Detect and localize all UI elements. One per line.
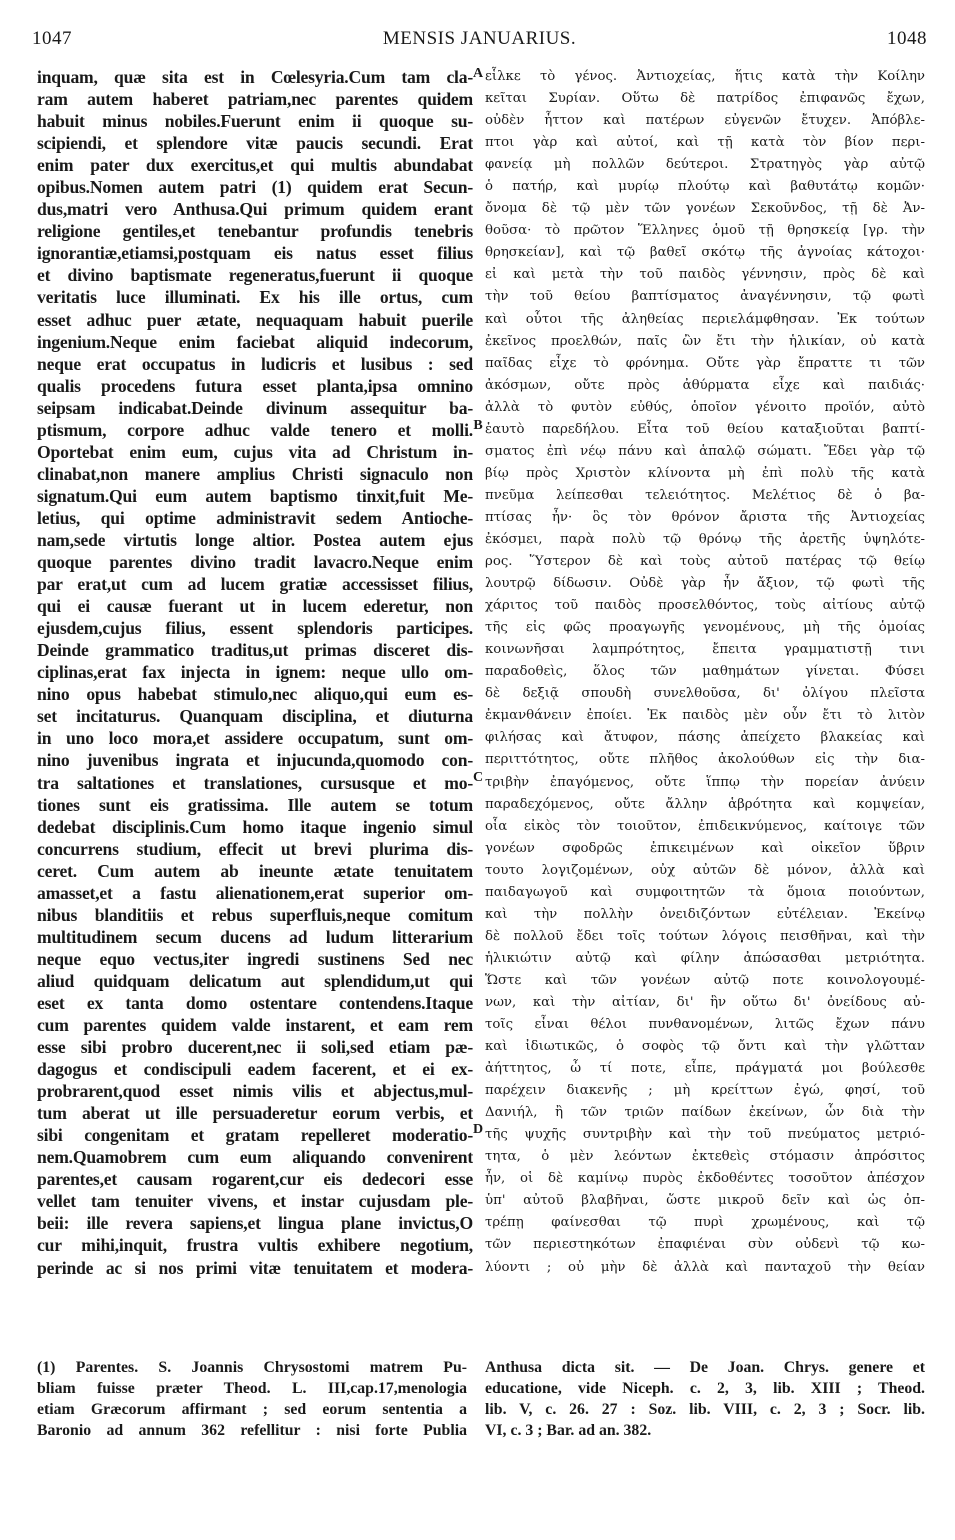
latin-text-line: nino juvenibus ingrata et injucunda,quomodo con-	[37, 750, 473, 771]
latin-text-line: qui ei causæ fuerant ut in lucem ederetur, non	[37, 596, 473, 617]
greek-text-line: κοινωνῆσαι λαμπρότητος, ἔπειτα γραμματιστῇ τινι	[485, 642, 925, 658]
greek-text-line: παῖδας εἶχε τὸ φρόνημα. Οὔτε γὰρ ἔπραττε τι τῶν	[485, 355, 925, 371]
page-number-right: 1048	[887, 28, 927, 49]
greek-text-line: σματος ἐπὶ νέῳ πάνυ καὶ ἁπαλῷ σώματι. Ἔδει γὰρ τῷ	[485, 443, 925, 459]
greek-text-line: δὲ δεξιᾷ σπουδὴ συνελθοῦσα, δι' ὀλίγου πλεῖστα	[485, 686, 925, 702]
latin-text-line: veritatis luce illuminati. Ex his ille ortus, cum	[37, 287, 473, 308]
greek-text-line: γονέων σφοδρῶς ἐπικειμένων καὶ οἰκεῖον ὕβριν	[485, 840, 925, 856]
latin-text-line: enim pater dux exercitus,et qui multis abundabat	[37, 155, 473, 176]
footnote-line: Anthusa dicta sit. — De Joan. Chrys. genere et	[485, 1359, 925, 1376]
greek-text-line: λύοντι ; οὐ μὴν δὲ ἀλλὰ καὶ πανταχοῦ τὴν θείαν	[485, 1259, 925, 1275]
greek-text-line: ἦν, οἱ δὲ καμίνῳ πυρὸς ἐκδοθέντες τοσοῦτον ἀπέσχον	[485, 1171, 925, 1187]
latin-text-line: ejusdem,cujus filius, essent splendoris participes.	[37, 618, 473, 639]
greek-text-line: τρέπῃ φαίνεσθαι τῷ πυρὶ χρωμένους, καὶ τῷ	[485, 1215, 925, 1231]
greek-text-line: εἰ καὶ μετὰ τὴν τοῦ παιδὸς γέννησιν, πρὸς δὲ καὶ	[485, 267, 925, 283]
latin-text-line: letius, qui optime administravit sedem Antioche-	[37, 507, 473, 528]
greek-text-line: τριβὴν ἐπαγόμενος, οὔτε ἵππῳ τὴν πορείαν ἀνύειν	[485, 774, 925, 790]
latin-text-line: tiones sunt eis gratissima. Ille autem se totum	[37, 794, 473, 815]
latin-text-line: nibus blanditiis et rebus superfluis,neque comitum	[37, 904, 473, 925]
greek-text-line: Δανιήλ, ἢ τῶν τριῶν παίδων ἐκείνων, ὧν διὰ τὴν	[485, 1105, 925, 1121]
greek-text-line: ὑπ' αὐτοῦ βλαβῆναι, ὥστε μικροῦ δεῖν καὶ ὡς ὀπ-	[485, 1193, 925, 1209]
footnote-line: VI, c. 3 ; Bar. ad an. 382.	[485, 1422, 652, 1439]
greek-text-line: τῆς ψυχῆς συντριβὴν καὶ τὴν τοῦ πνεύματος μετριό-	[485, 1127, 925, 1143]
greek-text-line: περιττότητος, οὔτε πλῆθος ἀκολούθων εἰς τὴν δια-	[485, 752, 925, 768]
footnote-line: lib. V, c. 26. 27 : Soz. lib. VIII, c. 2, 3 ; Socr. lib.	[485, 1401, 925, 1418]
latin-text-line: ceret. Cum autem ab ineunte ætate tenuitatem	[37, 860, 473, 881]
latin-text-line: dedebat disciplinis.Cum homo itaque ingenio simul	[37, 816, 473, 837]
greek-text-line: φανείᾳ μὴ πολλῶν δεύτεροι. Στρατηγὸς γὰρ αὐτῷ	[485, 157, 925, 173]
latin-text-line: ingenium.Neque enim faciebat aliquid indecorum,	[37, 331, 473, 352]
footnote-left	[37, 1357, 467, 1441]
greek-text-line: παρέχειν διακενῆς ; μὴ κρείττων ἐγώ, φησί, τοῦ	[485, 1083, 925, 1099]
latin-text-line: nino opus habebat stimulo,nec aliquo,qui eum es-	[37, 684, 473, 705]
margin-marker-d: D	[472, 1122, 484, 1137]
latin-text-line: Deinde grammatico traditus,ut primas disceret dis-	[37, 640, 473, 661]
greek-text-line: θοῦσα· τὸ πρῶτον Ἕλληνες ὁμοῦ τῇ θρησκείᾳ [γρ. τὴν	[485, 223, 925, 239]
latin-text-line: nam,sede virtutis longe altior. Postea autem ejus	[37, 529, 473, 550]
greek-text-line: παιδαγωγοῦ καὶ συμφοιτητῶν τὰ ὅμοια ποιούντων,	[485, 884, 925, 900]
footnote-line: educatione, vide Niceph. c. 2, 3, lib. XIII ; Theod.	[485, 1380, 925, 1397]
greek-text-line: ἡλικιώτιν αὐτῷ καὶ φίλην ἀπώσασθαι μετριότητα.	[485, 950, 925, 966]
margin-marker-b: B	[473, 418, 483, 433]
greek-text-line: ὄνομα δὲ τῷ μὲν τῶν γονέων Σεκοῦνδος, τῇ δὲ Ἀν-	[485, 201, 925, 217]
latin-text-line: tra saltationes et translationes, cursusque et mo-	[37, 772, 473, 793]
page-number-left: 1047	[32, 28, 72, 49]
greek-text-line: τοῖς εἶναι θέλοι πυνθανομένων, λιτῶς ἔχων πάνυ	[485, 1017, 925, 1033]
greek-text-line: βίῳ πρὸς Χριστὸν κλίνοντα μὴ ἐπὶ πολὺ τῆς κατὰ	[485, 465, 925, 481]
greek-text-line: ἑαυτὸ παρεδήλου. Εἶτα τοῦ θείου καταξιοῦται βαπτί-	[485, 421, 925, 437]
greek-column	[485, 66, 925, 1279]
greek-text-line: παραδοθεὶς, ὅλος τῶν μαθημάτων γίνεται. Φύσει	[485, 664, 925, 680]
footnote-line: Baronio ad annum 362 refellitur : nisi forte Publia	[37, 1422, 467, 1439]
latin-text-line: opibus.Nomen autem patri (1) quidem erat Secun-	[37, 177, 473, 198]
latin-column	[37, 66, 473, 1279]
greek-text-line: ἀκόσμων, οὔτε πρὸς ἀθύρματα εἶχε καὶ παιδιάς·	[485, 377, 925, 393]
greek-text-line: καὶ ἰδιωτικῶς, ὁ σοφὸς τῷ ὄντι καὶ τὴν γλῶτταν	[485, 1039, 925, 1055]
greek-text-line: πτίσας ἦν· ὃς τὸν θρόνον ἄριστα τῆς Ἀντιοχείας	[485, 509, 925, 525]
latin-text-line: religione gentiles,et tenebantur profundis tenebris	[37, 221, 473, 242]
greek-text-line: τουτο λογιζομένων, οὐχ αὐτῶν δὲ μόνον, ἀλλὰ καὶ	[485, 862, 925, 878]
greek-text-line: πνεῦμα λείπεσθαι τελειότητος. Μελέτιος δὲ ὁ βα-	[485, 487, 925, 503]
greek-text-line: ρος. Ὕστερον δὲ καὶ τοὺς αὐτοῦ πατέρας τῷ θείῳ	[485, 554, 925, 570]
latin-text-line: in uno loco mora,et assidere occupatum, sunt om-	[37, 728, 473, 749]
greek-text-line: τητα, ὁ μὲν λεόντων ἐκτεθεὶς στόμασιν ἀπρόσιτος	[485, 1149, 925, 1165]
latin-text-line: dus,matri vero Anthusa.Qui primum quidem erant	[37, 199, 473, 220]
greek-text-line: ἐκεῖνος προελθών, παῖς ὢν ἔτι τὴν ἡλικίαν, οὐ κατὰ	[485, 333, 925, 349]
latin-text-line: clinabat,non manere amplius Christi signaculo non	[37, 463, 473, 484]
greek-text-line: ἀήττητος, ὦ τί ποτε, εἶπε, πράγματά μοι βούλεσθε	[485, 1061, 925, 1077]
latin-text-line: ignorantiæ,etiamsi,postquam eis natus esset filius	[37, 243, 473, 264]
greek-text-line: λουτρῷ δίδωσιν. Οὐδὲ γὰρ ἦν ἄξιον, τῷ φωτὶ τῆς	[485, 576, 925, 592]
latin-text-line: neque erat occupatus in ludicris et lusibus : sed	[37, 353, 473, 374]
greek-text-line: ἀλλὰ τὸ φυτὸν εὐθύς, ὁποῖον γένοιτο προϊόν, αὐτὸ	[485, 399, 925, 415]
greek-text-line: πτοι γὰρ καὶ αὐτοί, καὶ τῇ κατὰ τὸν βίον περι-	[485, 135, 925, 151]
greek-text-line: νων, καὶ τὴν αἰτίαν, δι' ἣν οὕτω δι' ὀνείδους αὐ-	[485, 994, 925, 1010]
latin-text-line: qualis procedens futura esset planta,ipsa omnino	[37, 375, 473, 396]
greek-text-line: τὴν τοῦ θείου βαπτίσματος ἀναγέννησιν, τῷ φωτὶ	[485, 289, 925, 305]
latin-text-line: ciplinas,erat fax injecta in ignem: neque ullo om-	[37, 662, 473, 683]
margin-marker-a: A	[472, 66, 484, 81]
latin-text-line: multitudinem secum ducens ad ludum litterarium	[37, 926, 473, 947]
latin-text-line: esse sibi probro ducerent,nec ii soli,sed etiam pæ-	[37, 1037, 473, 1058]
latin-text-line: Oportebat enim eum, cujus vita ad Christum in-	[37, 441, 473, 462]
greek-text-line: καὶ τὴν πολλὴν ὀνειδιζόντων εὐτέλειαν. Ἐκείνῳ	[485, 906, 925, 922]
latin-text-line: probrarent,quod esset nimis vilis et abjectus,mul-	[37, 1081, 473, 1102]
latin-text-line: tum aberat ut ille persuaderetur eorum verbis, et	[37, 1103, 473, 1124]
running-title: MENSIS JANUARIUS.	[382, 28, 577, 49]
latin-text-line: neque equo vectus,iter ingredi sustinens Sed nec	[37, 948, 473, 969]
latin-text-line: dagogus et condiscipuli eadem facerent, et ei ex-	[37, 1059, 473, 1080]
greek-text-line: κεῖται Συρίαν. Οὕτω δὲ πατρίδος ἐπιφανῶς ἔχων,	[485, 91, 925, 107]
running-header	[32, 28, 927, 58]
greek-text-line: εἷλκε τὸ γένος. Ἀντιοχείας, ἥτις κατὰ τὴν Κοίλην	[485, 69, 925, 84]
latin-text-line: ptismum, corpore adhuc valde tenero et molli.	[37, 419, 473, 440]
latin-text-line: perinde ac si nos primi vitæ tenuitatem et modera-	[37, 1257, 473, 1278]
latin-text-line: seipsam indicabat.Deinde divinum assequitur ba-	[37, 397, 473, 418]
latin-text-line: par erat,ut cum ad lucem gratiæ accessisset filius,	[37, 574, 473, 595]
footnote-line: etiam Græcorum affirmant ; sed eorum sententia a	[37, 1401, 467, 1418]
greek-text-line: Ὥστε καὶ τῶν γονέων αὐτῷ ποτε κοινολογουμέ-	[485, 972, 925, 988]
greek-text-line: δὲ πολλοῦ ἔδει τοῖς τούτων λόγοις πεισθῆναι, καὶ τὴν	[485, 928, 925, 944]
footnote-right	[485, 1357, 925, 1441]
latin-text-line: amasset,et a fastu alienationem,erat superior om-	[37, 882, 473, 903]
latin-text-line: nem.Quamobrem cum eum aliquando convenirent	[37, 1147, 473, 1168]
latin-text-line: scipiendi, et splendore vitæ paucis secundi. Erat	[37, 133, 473, 154]
latin-text-line: vellet tam tenuiter vivens, et instar cujusdam ple-	[37, 1191, 473, 1212]
latin-text-line: beii: ille revera sapiens,et lingua plane invictus,O	[37, 1213, 473, 1234]
latin-text-line: inquam, quæ sita est in Cœlesyria.Cum tam cla-	[37, 67, 473, 87]
latin-text-line: sibi congenitam et gratam repelleret moderatio-	[37, 1125, 473, 1146]
greek-text-line: ὁ πατήρ, καὶ μυρίῳ πλούτῳ καὶ βαθυτάτῳ κομῶν·	[485, 179, 925, 195]
latin-text-line: aliud quidquam delicatum aut splendidum,ut qui	[37, 970, 473, 991]
latin-text-line: parentes,et causam rogarent,cur eis dedecori esse	[37, 1169, 473, 1190]
greek-text-line: τῶν περιεστηκότων ἐπαφιέναι σὺν οὐδενὶ τῷ κω-	[485, 1237, 925, 1253]
latin-text-line: cur mihi,inquit, frustra vultis exhibere negotium,	[37, 1235, 473, 1256]
greek-text-line: ἐκόσμει, παρὰ πολὺ τῷ θρόνῳ τῆς ἀρετῆς ὑψηλότε-	[485, 531, 925, 547]
footnote-line: bliam fuisse præter Theod. L. III,cap.17,menologia	[37, 1380, 467, 1397]
latin-text-line: quoque parentes divino tradit lavacro.Neque enim	[37, 552, 473, 573]
latin-text-line: eset ex tanta domo ostentare contendens.Itaque	[37, 992, 473, 1013]
latin-text-line: et divino baptismate regeneratus,fuerunt ii quoque	[37, 265, 473, 286]
greek-text-line: ἐκμανθάνειν ἐποίει. Ἐκ παιδὸς μὲν οὖν ἔτι τὸ λιτὸν	[485, 708, 925, 724]
greek-text-line: οἷα εἰκὸς τὸν τοιοῦτον, ἐπιδεικνύμενος, καίτοιγε τῶν	[485, 818, 925, 834]
latin-text-line: esset adhuc puer ætate, nequaquam habuit puerile	[37, 309, 473, 330]
greek-text-line: τῆς εἰς φῶς προαγωγῆς γενομένους, μὴ τῆς ὁμοίας	[485, 620, 925, 636]
footnote-line: (1) Parentes. S. Joannis Chrysostomi matrem Pu-	[37, 1359, 467, 1376]
greek-text-line: χάριτος τοῦ παιδὸς προσελθόντος, τοὺς αἰτίους αὐτῷ	[485, 598, 925, 614]
latin-text-line: set incitaturus. Quanquam disciplina, et diuturna	[37, 706, 473, 727]
greek-text-line: καὶ οὗτοι τῆς ἀληθείας περιελάμφθησαν. Ἐκ τούτων	[485, 311, 925, 327]
latin-text-line: cum parentes quidem valde instarent, et eam rem	[37, 1015, 473, 1036]
greek-text-line: παραδεχόμενος, οὔτε ἄλλην ἁβρότητα καὶ κομψείαν,	[485, 796, 925, 812]
greek-text-line: φιλήσας καὶ ἄτυφον, πάσης ἀπείχετο βλακείας καὶ	[485, 730, 925, 746]
latin-text-line: concurrens studium, effecit ut brevi plurima dis-	[37, 838, 473, 859]
greek-text-line: θρησκείαν], καὶ τῷ βαθεῖ σκότῳ τῆς ἀγνοίας κάτοχοι·	[485, 245, 925, 261]
latin-text-line: ram autem haberet patriam,nec parentes quidem	[37, 89, 473, 110]
latin-text-line: signatum.Qui eum autem baptismo tinxit,fuit Me-	[37, 485, 473, 506]
latin-text-line: habuit minus nobiles.Fuerunt enim ii quoque su-	[37, 111, 473, 132]
greek-text-line: οὐδὲν ἧττον καὶ πατέρων εὐγενῶν ἔτυχεν. Ἀπόβλε-	[485, 113, 925, 129]
margin-marker-c: C	[472, 770, 484, 785]
